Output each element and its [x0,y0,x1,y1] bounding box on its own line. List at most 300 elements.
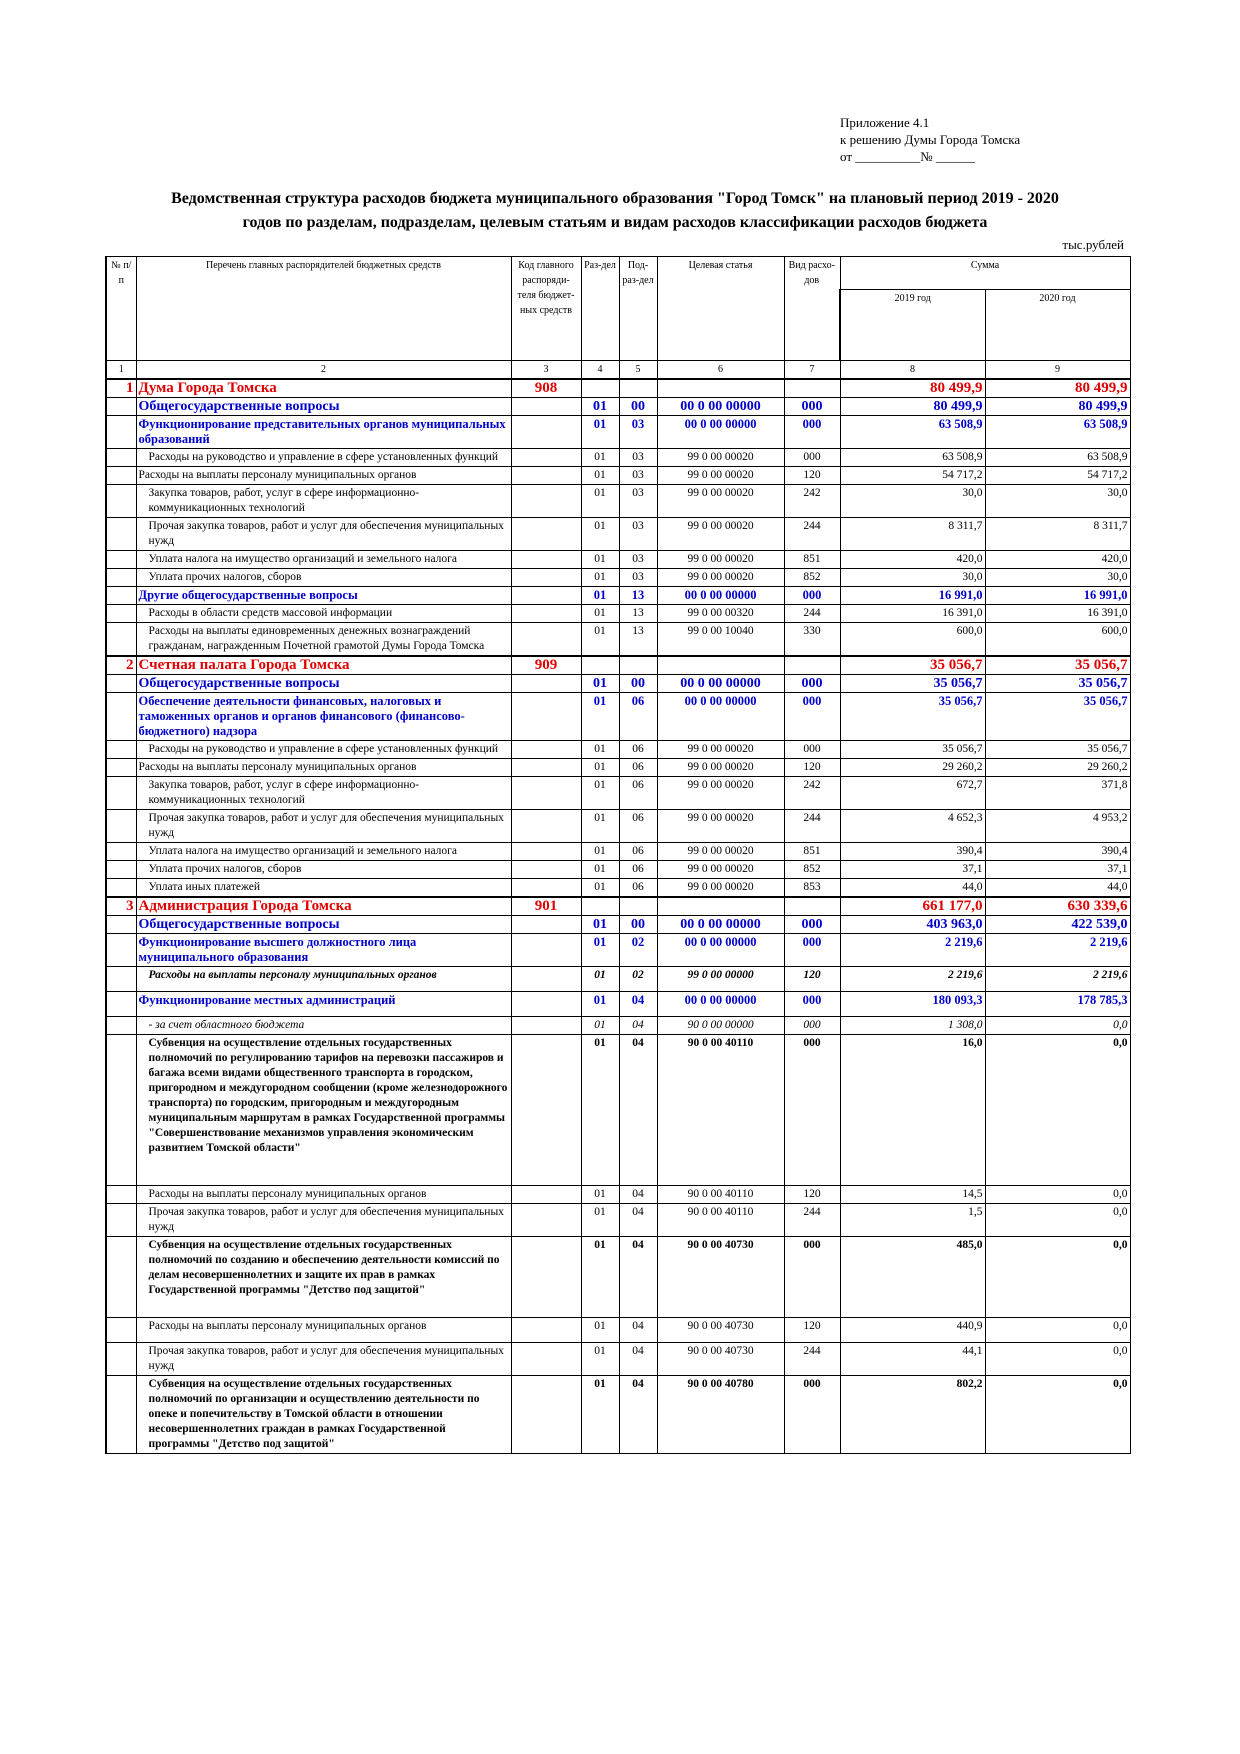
row-sum-2020: 0,0 [985,1376,1130,1454]
row-sum-2019: 440,9 [840,1318,985,1343]
document-title [110,187,1120,235]
row-admin-code [511,1017,581,1035]
colnum: 2 [136,361,511,380]
row-razdel: 01 [581,1237,619,1318]
row-podrazdel: 06 [619,741,657,759]
row-admin-code [511,623,581,657]
row-sum-2020: 35 056,7 [985,656,1130,675]
row-target [657,379,784,398]
table-row [106,843,1130,861]
header-target: Целевая статья [657,257,784,361]
row-sum-2020: 0,0 [985,1237,1130,1318]
colnum: 8 [840,361,985,380]
row-razdel: 01 [581,1017,619,1035]
row-description: Счетная палата Города Томска [136,656,511,675]
row-target: 99 0 00 10040 [657,623,784,657]
row-podrazdel: 04 [619,1318,657,1343]
row-podrazdel: 03 [619,551,657,569]
row-razdel: 01 [581,810,619,843]
row-description: Расходы на выплаты персоналу муниципальных органов [136,759,511,777]
row-vid: 120 [784,1318,840,1343]
row-number [106,759,136,777]
row-sum-2020: 44,0 [985,879,1130,898]
row-razdel: 01 [581,416,619,449]
row-description: Уплата прочих налогов, сборов [136,569,511,587]
row-sum-2019: 802,2 [840,1376,985,1454]
table-row [106,1186,1130,1204]
row-sum-2020: 371,8 [985,777,1130,810]
row-sum-2019: 37,1 [840,861,985,879]
row-admin-code [511,1204,581,1237]
row-admin-code [511,518,581,551]
header-sum: Сумма [840,257,1130,290]
row-razdel [581,897,619,916]
row-description: Субвенция на осуществление отдельных государственных полномочий по регулированию тарифов на перевозки пассажиров и багажа всеми видами общественного транспорта в городском, пригородном и междугородном сообщении (кроме железнодорожного транспорта) по городским, пригородным и междугородным муниципальным маршрутам в рамках Государственной программы "Совершенствование механизмов управления экономическим развитием Томской области" [136,1035,511,1186]
row-number [106,485,136,518]
header-list: Перечень главных распорядителей бюджетных средств [136,257,511,361]
row-vid: 000 [784,741,840,759]
row-target: 90 0 00 40110 [657,1186,784,1204]
header-vid: Вид расхо-дов [784,257,840,361]
row-razdel [581,379,619,398]
row-admin-code [511,587,581,605]
row-vid: 120 [784,759,840,777]
row-admin-code [511,992,581,1017]
row-target: 99 0 00 00020 [657,741,784,759]
row-description: Прочая закупка товаров, работ и услуг для обеспечения муниципальных нужд [136,518,511,551]
row-sum-2019: 29 260,2 [840,759,985,777]
row-sum-2020: 178 785,3 [985,992,1130,1017]
row-number [106,992,136,1017]
row-podrazdel: 04 [619,1186,657,1204]
row-razdel: 01 [581,518,619,551]
row-podrazdel: 02 [619,934,657,967]
row-target: 00 0 00 00000 [657,398,784,416]
row-number [106,587,136,605]
row-podrazdel: 03 [619,467,657,485]
row-sum-2019: 80 499,9 [840,379,985,398]
table-row [106,449,1130,467]
row-podrazdel: 06 [619,777,657,810]
row-sum-2020: 8 311,7 [985,518,1130,551]
table-row [106,518,1130,551]
table-row [106,1017,1130,1035]
row-sum-2020: 390,4 [985,843,1130,861]
row-admin-code [511,551,581,569]
row-vid: 244 [784,605,840,623]
row-sum-2020: 0,0 [985,1204,1130,1237]
row-number [106,569,136,587]
row-sum-2020: 0,0 [985,1318,1130,1343]
row-vid: 120 [784,967,840,992]
appendix-line-2: к решению Думы Города Томска [840,132,1021,147]
row-razdel [581,656,619,675]
row-sum-2019: 600,0 [840,623,985,657]
row-vid: 000 [784,693,840,741]
row-target: 90 0 00 40730 [657,1237,784,1318]
row-number: 1 [106,379,136,398]
row-podrazdel: 13 [619,587,657,605]
row-admin-code: 908 [511,379,581,398]
row-target: 00 0 00 00000 [657,934,784,967]
row-razdel: 01 [581,777,619,810]
table-row [106,551,1130,569]
row-podrazdel: 04 [619,1017,657,1035]
row-sum-2019: 35 056,7 [840,656,985,675]
row-target: 99 0 00 00000 [657,967,784,992]
row-number [106,1035,136,1186]
row-vid [784,379,840,398]
row-number [106,879,136,898]
row-number [106,693,136,741]
row-sum-2020: 0,0 [985,1186,1130,1204]
row-vid: 852 [784,861,840,879]
row-admin-code [511,777,581,810]
row-target: 99 0 00 00020 [657,810,784,843]
row-podrazdel [619,379,657,398]
table-row [106,741,1130,759]
colnum: 9 [985,361,1130,380]
row-vid: 000 [784,587,840,605]
row-vid [784,897,840,916]
row-description: Расходы на руководство и управление в сфере установленных функций [136,741,511,759]
row-vid: 000 [784,675,840,693]
row-vid: 120 [784,467,840,485]
row-vid: 330 [784,623,840,657]
row-admin-code [511,675,581,693]
row-sum-2020: 0,0 [985,1343,1130,1376]
table-row [106,1237,1130,1318]
row-admin-code [511,1376,581,1454]
row-description: Дума Города Томска [136,379,511,398]
row-vid: 000 [784,1035,840,1186]
row-sum-2020: 2 219,6 [985,967,1130,992]
row-sum-2019: 1,5 [840,1204,985,1237]
row-target: 99 0 00 00020 [657,777,784,810]
table-row [106,1204,1130,1237]
row-number [106,416,136,449]
row-description: Общегосударственные вопросы [136,916,511,934]
row-vid: 000 [784,992,840,1017]
row-number [106,518,136,551]
row-razdel: 01 [581,623,619,657]
row-vid: 851 [784,551,840,569]
row-target: 99 0 00 00020 [657,843,784,861]
row-vid: 852 [784,569,840,587]
row-podrazdel [619,656,657,675]
row-description: Расходы на выплаты персоналу муниципальных органов [136,467,511,485]
row-sum-2020: 63 508,9 [985,416,1130,449]
appendix-line-3: от __________№ ______ [840,149,975,164]
row-razdel: 01 [581,551,619,569]
table-row [106,1343,1130,1376]
table-row [106,810,1130,843]
table-row [106,879,1130,898]
row-sum-2019: 35 056,7 [840,693,985,741]
row-sum-2019: 485,0 [840,1237,985,1318]
row-target: 99 0 00 00020 [657,861,784,879]
row-razdel: 01 [581,934,619,967]
row-sum-2020: 63 508,9 [985,449,1130,467]
header-podrazdel: Под-раз-дел [619,257,657,361]
table-row [106,777,1130,810]
row-admin-code [511,1186,581,1204]
table-row [106,916,1130,934]
row-admin-code [511,569,581,587]
row-number [106,1204,136,1237]
row-sum-2019: 35 056,7 [840,675,985,693]
row-podrazdel: 06 [619,759,657,777]
table-row [106,1035,1130,1186]
row-podrazdel: 06 [619,693,657,741]
colnum: 3 [511,361,581,380]
table-row [106,587,1130,605]
row-podrazdel [619,897,657,916]
row-razdel: 01 [581,467,619,485]
row-sum-2019: 2 219,6 [840,967,985,992]
row-sum-2020: 80 499,9 [985,379,1130,398]
table-row [106,485,1130,518]
row-admin-code [511,449,581,467]
row-admin-code [511,605,581,623]
row-description: - за счет областного бюджета [136,1017,511,1035]
row-description: Расходы на выплаты персоналу муниципальных органов [136,1318,511,1343]
row-sum-2019: 14,5 [840,1186,985,1204]
table-row [106,897,1130,916]
row-sum-2019: 35 056,7 [840,741,985,759]
row-sum-2019: 4 652,3 [840,810,985,843]
row-podrazdel: 00 [619,675,657,693]
header-razdel: Раз-дел [581,257,619,361]
row-target: 99 0 00 00020 [657,467,784,485]
row-number [106,741,136,759]
row-sum-2019: 44,0 [840,879,985,898]
row-sum-2019: 420,0 [840,551,985,569]
row-sum-2019: 16 991,0 [840,587,985,605]
header-num: № п/п [106,257,136,361]
row-target: 00 0 00 00000 [657,992,784,1017]
row-podrazdel: 00 [619,398,657,416]
header-2020: 2020 год [985,290,1130,361]
row-admin-code: 901 [511,897,581,916]
row-podrazdel: 03 [619,518,657,551]
row-admin-code [511,467,581,485]
row-description: Администрация Города Томска [136,897,511,916]
row-number [106,843,136,861]
row-sum-2019: 16,0 [840,1035,985,1186]
row-description: Расходы на выплаты персоналу муниципальных органов [136,1186,511,1204]
row-sum-2019: 30,0 [840,569,985,587]
row-number [106,623,136,657]
row-sum-2020: 29 260,2 [985,759,1130,777]
row-sum-2019: 54 717,2 [840,467,985,485]
row-razdel: 01 [581,1204,619,1237]
row-razdel: 01 [581,587,619,605]
row-admin-code [511,1343,581,1376]
row-razdel: 01 [581,843,619,861]
table-row [106,1376,1130,1454]
row-razdel: 01 [581,449,619,467]
row-number [106,916,136,934]
row-sum-2020: 16 991,0 [985,587,1130,605]
row-target: 99 0 00 00020 [657,551,784,569]
row-razdel: 01 [581,1343,619,1376]
row-razdel: 01 [581,992,619,1017]
colnum: 1 [106,361,136,380]
row-sum-2020: 0,0 [985,1017,1130,1035]
row-podrazdel: 04 [619,1237,657,1318]
row-admin-code [511,967,581,992]
row-razdel: 01 [581,675,619,693]
row-admin-code [511,879,581,898]
row-podrazdel: 06 [619,879,657,898]
row-razdel: 01 [581,1318,619,1343]
row-vid: 120 [784,1186,840,1204]
row-number [106,398,136,416]
table-row [106,992,1130,1017]
row-description: Обеспечение деятельности финансовых, налоговых и таможенных органов и органов финансового (финансово-бюджетного) надзора [136,693,511,741]
row-admin-code [511,861,581,879]
row-target: 00 0 00 00000 [657,916,784,934]
column-number-row [106,361,1130,380]
row-sum-2019: 63 508,9 [840,449,985,467]
row-razdel: 01 [581,398,619,416]
title-line-1: Ведомственная структура расходов бюджета муниципального образования "Город Томск" на плановый период 2019 - 2020 [171,190,1059,207]
row-razdel: 01 [581,1186,619,1204]
header-code: Код главного распоряди-теля бюджет-ных средств [511,257,581,361]
row-podrazdel: 06 [619,843,657,861]
row-description: Закупка товаров, работ, услуг в сфере информационно-коммуникационных технологий [136,777,511,810]
row-description: Функционирование местных администраций [136,992,511,1017]
row-sum-2020: 35 056,7 [985,693,1130,741]
table-row [106,934,1130,967]
row-number [106,467,136,485]
colnum: 4 [581,361,619,380]
row-description: Общегосударственные вопросы [136,675,511,693]
row-sum-2020: 4 953,2 [985,810,1130,843]
row-podrazdel: 04 [619,1343,657,1376]
row-sum-2019: 180 093,3 [840,992,985,1017]
row-vid: 000 [784,416,840,449]
row-razdel: 01 [581,1376,619,1454]
row-podrazdel: 03 [619,569,657,587]
row-description: Уплата налога на имущество организаций и земельного налога [136,551,511,569]
row-admin-code: 909 [511,656,581,675]
row-number [106,967,136,992]
row-sum-2019: 63 508,9 [840,416,985,449]
row-razdel: 01 [581,605,619,623]
row-podrazdel: 06 [619,861,657,879]
row-razdel: 01 [581,861,619,879]
row-razdel: 01 [581,916,619,934]
row-target: 99 0 00 00020 [657,879,784,898]
row-number [106,675,136,693]
row-description: Общегосударственные вопросы [136,398,511,416]
row-vid: 242 [784,485,840,518]
row-description: Уплата иных платежей [136,879,511,898]
row-target: 90 0 00 40730 [657,1318,784,1343]
row-vid: 244 [784,810,840,843]
row-sum-2020: 30,0 [985,569,1130,587]
row-description: Закупка товаров, работ, услуг в сфере информационно-коммуникационных технологий [136,485,511,518]
colnum: 6 [657,361,784,380]
row-podrazdel: 04 [619,1035,657,1186]
table-row [106,1318,1130,1343]
table-row [106,398,1130,416]
row-sum-2020: 420,0 [985,551,1130,569]
table-row [106,416,1130,449]
row-sum-2020: 2 219,6 [985,934,1130,967]
row-description: Прочая закупка товаров, работ и услуг для обеспечения муниципальных нужд [136,1343,511,1376]
row-sum-2019: 1 308,0 [840,1017,985,1035]
row-target: 00 0 00 00000 [657,587,784,605]
row-razdel: 01 [581,485,619,518]
row-target: 90 0 00 40110 [657,1204,784,1237]
units-label: тыс.рублей [1062,237,1124,252]
row-number [106,861,136,879]
row-admin-code [511,485,581,518]
row-admin-code [511,1318,581,1343]
row-podrazdel: 06 [619,810,657,843]
row-description: Прочая закупка товаров, работ и услуг для обеспечения муниципальных нужд [136,810,511,843]
row-sum-2019: 16 391,0 [840,605,985,623]
row-sum-2020: 0,0 [985,1035,1130,1186]
row-number [106,1237,136,1318]
row-admin-code [511,810,581,843]
budget-table [105,256,1131,1454]
row-description: Расходы на выплаты единовременных денежных вознаграждений гражданам, награжденным Почетной грамотой Думы Города Томска [136,623,511,657]
row-target: 99 0 00 00020 [657,485,784,518]
row-admin-code [511,741,581,759]
row-podrazdel: 03 [619,485,657,518]
row-razdel: 01 [581,693,619,741]
table-row [106,967,1130,992]
row-vid: 851 [784,843,840,861]
row-sum-2020: 422 539,0 [985,916,1130,934]
row-podrazdel: 04 [619,1204,657,1237]
table-row [106,605,1130,623]
row-podrazdel: 03 [619,416,657,449]
row-target [657,656,784,675]
row-admin-code [511,1035,581,1186]
row-razdel: 01 [581,879,619,898]
row-description: Субвенция на осуществление отдельных государственных полномочий по организации и осуществлению деятельности по опеке и попечительству в Томской области в отношении несовершеннолетних граждан в рамках Государственной программы "Детство под защитой" [136,1376,511,1454]
row-number [106,449,136,467]
row-description: Функционирование представительных органов муниципальных образований [136,416,511,449]
row-target: 90 0 00 40730 [657,1343,784,1376]
row-sum-2019: 661 177,0 [840,897,985,916]
row-description: Расходы на руководство и управление в сфере установленных функций [136,449,511,467]
row-target: 90 0 00 00000 [657,1017,784,1035]
row-admin-code [511,916,581,934]
row-target: 00 0 00 00000 [657,675,784,693]
row-description: Расходы на выплаты персоналу муниципальных органов [136,967,511,992]
row-number [106,1376,136,1454]
table-row [106,861,1130,879]
row-number [106,934,136,967]
row-admin-code [511,398,581,416]
row-description: Другие общегосударственные вопросы [136,587,511,605]
row-vid: 000 [784,934,840,967]
row-number: 2 [106,656,136,675]
row-vid: 244 [784,1343,840,1376]
row-sum-2019: 672,7 [840,777,985,810]
row-sum-2020: 54 717,2 [985,467,1130,485]
row-number [106,777,136,810]
appendix-note [840,114,1020,165]
row-sum-2019: 390,4 [840,843,985,861]
row-admin-code [511,934,581,967]
